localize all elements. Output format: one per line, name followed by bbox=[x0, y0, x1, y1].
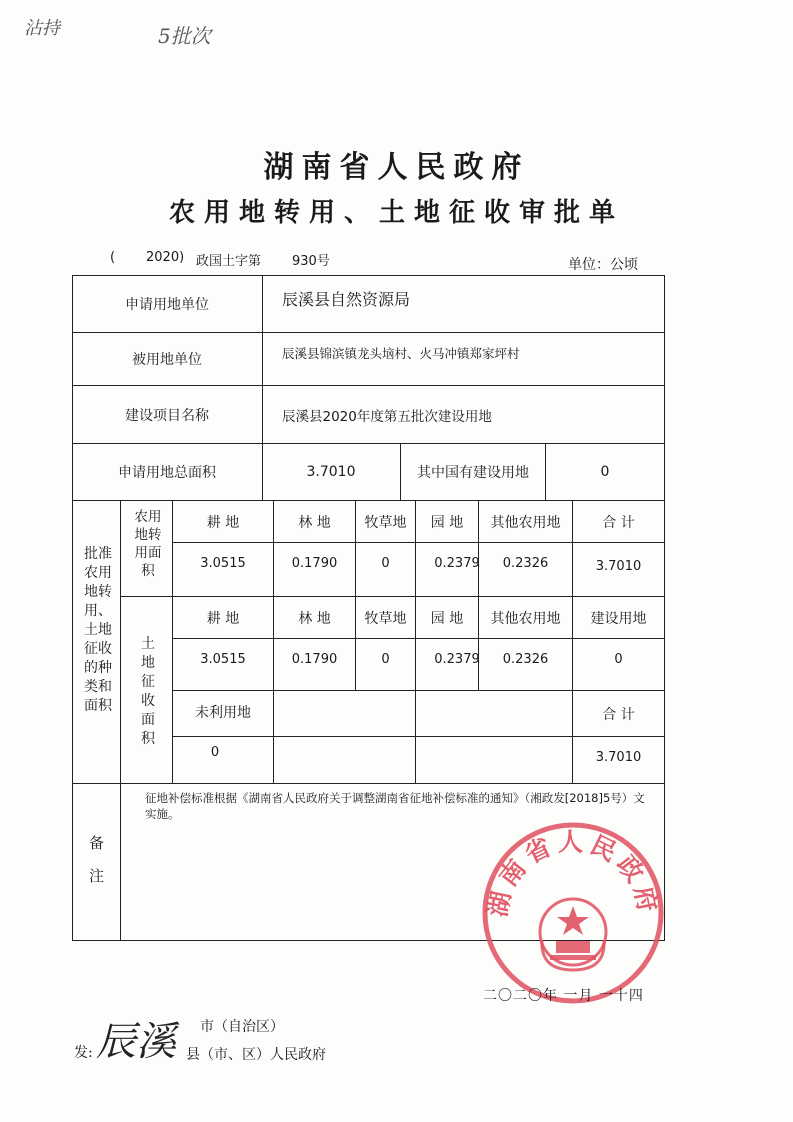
unit-label: 单位：公顷 bbox=[568, 257, 638, 273]
project-label: 建设项目名称 bbox=[125, 407, 209, 424]
expropriation-label: 土地征收面积 bbox=[141, 636, 155, 747]
footer-line-2: 县（市、区）人民政府 bbox=[186, 1047, 326, 1063]
conv-header-garden: 园 地 bbox=[430, 514, 464, 531]
docnum-year: 2020) bbox=[146, 250, 185, 265]
conv-header-cultivated: 耕 地 bbox=[206, 514, 240, 531]
exp-value-pasture: 0 bbox=[381, 651, 390, 667]
document-subtitle: 农用地转用、土地征收审批单 bbox=[168, 198, 624, 228]
docnum-number: 930号 bbox=[292, 254, 330, 269]
conv-header-forest: 林 地 bbox=[298, 514, 331, 531]
footer-line-1: 市（自治区） bbox=[200, 1019, 284, 1035]
state-land-value: 0 bbox=[600, 464, 610, 480]
project-value: 辰溪县2020年度第五批次建设用地 bbox=[282, 408, 492, 425]
exp-header-garden: 园 地 bbox=[430, 610, 464, 627]
signature: 辰溪 bbox=[96, 1019, 176, 1065]
exp-value-cultivated: 3.0515 bbox=[200, 651, 246, 667]
conv-value-total: 3.7010 bbox=[595, 558, 642, 574]
total-area-label: 申请用地总面积 bbox=[118, 465, 216, 481]
conv-value-pasture: 0 bbox=[381, 555, 390, 571]
unused-value: 0 bbox=[210, 744, 220, 760]
docnum-prefix: 政国土字第 bbox=[196, 254, 262, 269]
conv-header-other: 其他农用地 bbox=[490, 514, 561, 531]
official-seal bbox=[480, 820, 666, 1006]
exp-header-other: 其他农用地 bbox=[490, 610, 561, 627]
land-owner-label: 被用地单位 bbox=[132, 352, 202, 368]
exp-value-construction: 0 bbox=[614, 651, 623, 667]
applicant-label: 申请用地单位 bbox=[125, 297, 209, 313]
exp-value-garden: 0.2379 bbox=[434, 651, 480, 667]
margin-note-1: 沾持 bbox=[24, 18, 60, 39]
exp-header-construction: 建设用地 bbox=[590, 610, 647, 627]
conv-header-total: 合 计 bbox=[602, 514, 635, 531]
docnum-paren: ( bbox=[110, 250, 116, 265]
exp-value-other: 0.2326 bbox=[502, 651, 549, 667]
total-area-value: 3.7010 bbox=[306, 464, 356, 480]
state-land-label: 其中国有建设用地 bbox=[417, 465, 529, 481]
footer-label: 发: bbox=[74, 1045, 93, 1061]
conv-value-cultivated: 3.0515 bbox=[200, 555, 246, 571]
conversion-label: 农用地转用面积 bbox=[134, 509, 162, 579]
conv-value-garden: 0.2379 bbox=[434, 555, 480, 571]
applicant-value: 辰溪县自然资源局 bbox=[282, 290, 411, 309]
document-title: 湖南省人民政府 bbox=[263, 150, 530, 185]
exp-header-cultivated: 耕 地 bbox=[206, 610, 240, 627]
unused-label: 未利用地 bbox=[195, 705, 251, 721]
approval-side-label: 批准农用地转用、土地征收的种类和面积 bbox=[84, 546, 112, 714]
svg-text:湖南省人民政府: 湖南省人民政府 bbox=[482, 827, 664, 920]
exp-total-value: 3.7010 bbox=[595, 749, 642, 765]
conv-value-other: 0.2326 bbox=[502, 555, 549, 571]
exp-total-label: 合 计 bbox=[602, 706, 635, 723]
land-owner-value: 辰溪县锦滨镇龙头垴村、火马冲镇郑家坪村 bbox=[282, 346, 520, 361]
remarks-text: 征地补偿标准根据《湖南省人民政府关于调整湖南省征地补偿标准的通知》（湘政发[2018]5号）文实施。 bbox=[145, 791, 645, 821]
conv-value-forest: 0.1790 bbox=[291, 555, 338, 571]
remarks-label: 备注 bbox=[87, 835, 105, 901]
exp-header-forest: 林 地 bbox=[298, 610, 331, 627]
conv-header-pasture: 牧草地 bbox=[364, 514, 407, 531]
margin-note-2: 5批次 bbox=[158, 24, 211, 48]
exp-header-pasture: 牧草地 bbox=[364, 610, 407, 627]
approval-date: 二〇二〇年 一月 一十四 bbox=[483, 988, 644, 1004]
exp-value-forest: 0.1790 bbox=[291, 651, 338, 667]
